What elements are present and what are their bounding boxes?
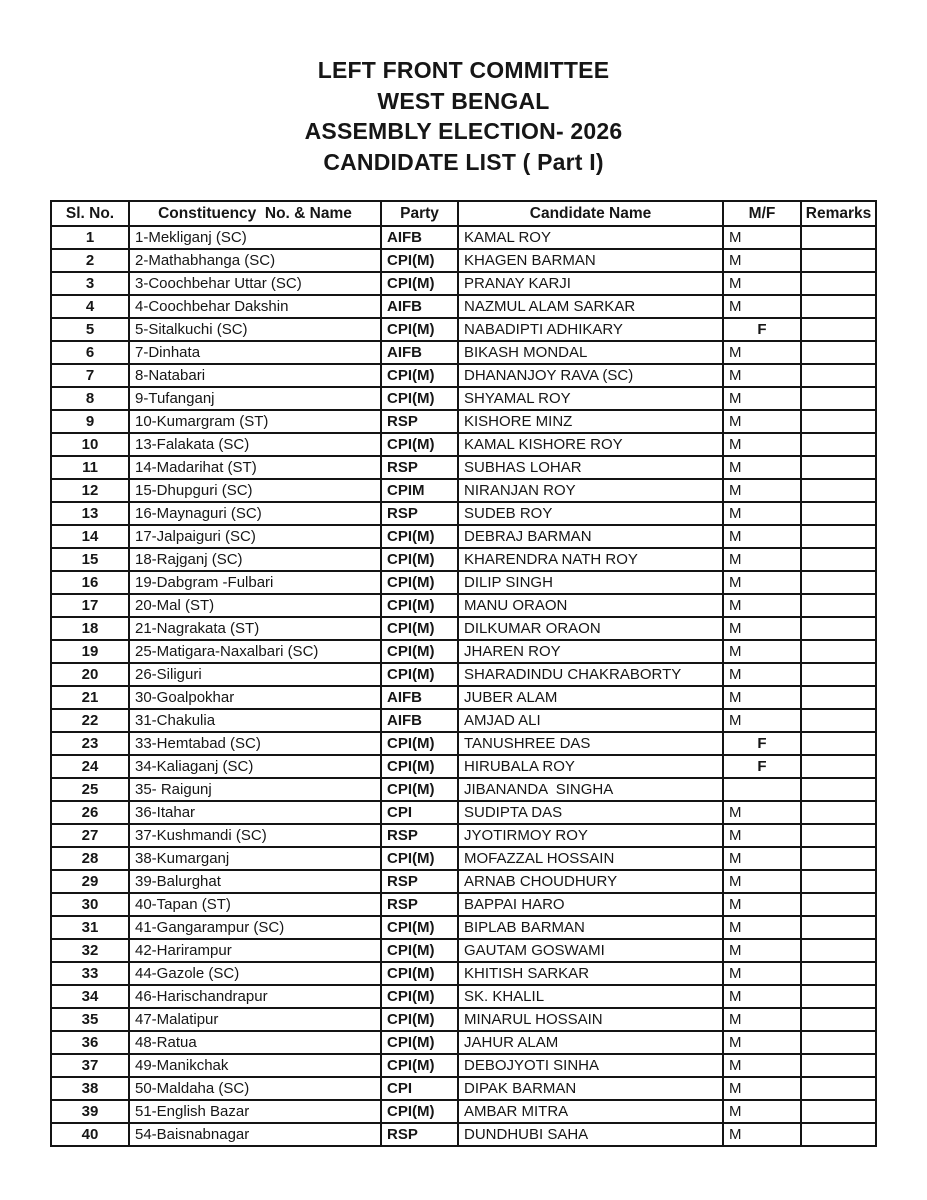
candidate-cell: KISHORE MINZ xyxy=(458,410,723,433)
sl-no-cell: 34 xyxy=(51,985,129,1008)
constituency-cell: 15-Dhupguri (SC) xyxy=(129,479,381,502)
mf-cell: M xyxy=(723,226,801,249)
header-constituency: Constituency No. & Name xyxy=(129,201,381,226)
remarks-cell xyxy=(801,249,876,272)
header-mf: M/F xyxy=(723,201,801,226)
party-cell: CPI(M) xyxy=(381,249,458,272)
table-row xyxy=(51,1100,876,1123)
table-row xyxy=(51,295,876,318)
party-cell: CPI(M) xyxy=(381,617,458,640)
party-cell: RSP xyxy=(381,1123,458,1146)
constituency-cell: 33-Hemtabad (SC) xyxy=(129,732,381,755)
header-candidate: Candidate Name xyxy=(458,201,723,226)
party-cell: CPI(M) xyxy=(381,318,458,341)
sl-no-cell: 24 xyxy=(51,755,129,778)
candidate-cell: KAMAL KISHORE ROY xyxy=(458,433,723,456)
remarks-cell xyxy=(801,824,876,847)
sl-no-cell: 30 xyxy=(51,893,129,916)
candidate-cell: JIBANANDA SINGHA xyxy=(458,778,723,801)
sl-no-cell: 23 xyxy=(51,732,129,755)
header-remarks: Remarks xyxy=(801,201,876,226)
sl-no-cell: 12 xyxy=(51,479,129,502)
mf-cell: M xyxy=(723,1123,801,1146)
candidate-cell: KHITISH SARKAR xyxy=(458,962,723,985)
constituency-cell: 39-Balurghat xyxy=(129,870,381,893)
mf-cell: M xyxy=(723,1077,801,1100)
table-row xyxy=(51,985,876,1008)
constituency-cell: 13-Falakata (SC) xyxy=(129,433,381,456)
sl-no-cell: 9 xyxy=(51,410,129,433)
mf-cell: M xyxy=(723,341,801,364)
candidate-cell: MOFAZZAL HOSSAIN xyxy=(458,847,723,870)
party-cell: AIFB xyxy=(381,709,458,732)
table-row xyxy=(51,640,876,663)
party-cell: CPI(M) xyxy=(381,1100,458,1123)
party-cell: CPI(M) xyxy=(381,1054,458,1077)
mf-cell: M xyxy=(723,249,801,272)
constituency-cell: 48-Ratua xyxy=(129,1031,381,1054)
party-cell: RSP xyxy=(381,502,458,525)
sl-no-cell: 11 xyxy=(51,456,129,479)
mf-cell: M xyxy=(723,502,801,525)
party-cell: AIFB xyxy=(381,226,458,249)
constituency-cell: 19-Dabgram -Fulbari xyxy=(129,571,381,594)
table-row xyxy=(51,870,876,893)
sl-no-cell: 15 xyxy=(51,548,129,571)
table-row xyxy=(51,962,876,985)
party-cell: CPI(M) xyxy=(381,364,458,387)
party-cell: CPI(M) xyxy=(381,732,458,755)
remarks-cell xyxy=(801,341,876,364)
constituency-cell: 3-Coochbehar Uttar (SC) xyxy=(129,272,381,295)
candidate-cell: NIRANJAN ROY xyxy=(458,479,723,502)
mf-cell: M xyxy=(723,594,801,617)
remarks-cell xyxy=(801,387,876,410)
sl-no-cell: 32 xyxy=(51,939,129,962)
party-cell: CPI xyxy=(381,1077,458,1100)
candidate-cell: SUDEB ROY xyxy=(458,502,723,525)
table-row xyxy=(51,755,876,778)
candidate-cell: DHANANJOY RAVA (SC) xyxy=(458,364,723,387)
remarks-cell xyxy=(801,502,876,525)
remarks-cell xyxy=(801,778,876,801)
constituency-cell: 2-Mathabhanga (SC) xyxy=(129,249,381,272)
remarks-cell xyxy=(801,893,876,916)
constituency-cell: 20-Mal (ST) xyxy=(129,594,381,617)
title-line-list: CANDIDATE LIST ( Part I) xyxy=(323,148,604,175)
sl-no-cell: 33 xyxy=(51,962,129,985)
remarks-cell xyxy=(801,847,876,870)
sl-no-cell: 35 xyxy=(51,1008,129,1031)
mf-cell: M xyxy=(723,870,801,893)
table-row xyxy=(51,456,876,479)
candidate-cell: BIPLAB BARMAN xyxy=(458,916,723,939)
mf-cell: M xyxy=(723,1054,801,1077)
mf-cell: M xyxy=(723,548,801,571)
table-row xyxy=(51,1008,876,1031)
table-row xyxy=(51,548,876,571)
table-row xyxy=(51,571,876,594)
remarks-cell xyxy=(801,364,876,387)
sl-no-cell: 36 xyxy=(51,1031,129,1054)
mf-cell: F xyxy=(723,755,801,778)
table-row xyxy=(51,1031,876,1054)
party-cell: RSP xyxy=(381,893,458,916)
party-cell: CPI(M) xyxy=(381,962,458,985)
constituency-cell: 54-Baisnabnagar xyxy=(129,1123,381,1146)
remarks-cell xyxy=(801,709,876,732)
candidate-cell: ARNAB CHOUDHURY xyxy=(458,870,723,893)
remarks-cell xyxy=(801,548,876,571)
sl-no-cell: 10 xyxy=(51,433,129,456)
candidate-cell: MANU ORAON xyxy=(458,594,723,617)
constituency-cell: 7-Dinhata xyxy=(129,341,381,364)
mf-cell: M xyxy=(723,1008,801,1031)
title-line-committee: LEFT FRONT COMMITTEE xyxy=(317,57,610,83)
table-row xyxy=(51,318,876,341)
remarks-cell xyxy=(801,1054,876,1077)
table-row xyxy=(51,226,876,249)
remarks-cell xyxy=(801,318,876,341)
mf-cell: M xyxy=(723,479,801,502)
candidate-cell: HIRUBALA ROY xyxy=(458,755,723,778)
constituency-cell: 50-Maldaha (SC) xyxy=(129,1077,381,1100)
table-row xyxy=(51,709,876,732)
remarks-cell xyxy=(801,226,876,249)
candidate-cell: DEBOJYOTI SINHA xyxy=(458,1054,723,1077)
party-cell: CPIM xyxy=(381,479,458,502)
candidate-cell: AMJAD ALI xyxy=(458,709,723,732)
remarks-cell xyxy=(801,1123,876,1146)
constituency-cell: 35- Raigunj xyxy=(129,778,381,801)
sl-no-cell: 22 xyxy=(51,709,129,732)
candidate-cell: DILKUMAR ORAON xyxy=(458,617,723,640)
party-cell: CPI(M) xyxy=(381,571,458,594)
remarks-cell xyxy=(801,755,876,778)
constituency-cell: 16-Maynaguri (SC) xyxy=(129,502,381,525)
constituency-cell: 1-Mekliganj (SC) xyxy=(129,226,381,249)
party-cell: CPI(M) xyxy=(381,272,458,295)
party-cell: AIFB xyxy=(381,295,458,318)
remarks-cell xyxy=(801,916,876,939)
sl-no-cell: 29 xyxy=(51,870,129,893)
constituency-cell: 8-Natabari xyxy=(129,364,381,387)
party-cell: CPI(M) xyxy=(381,525,458,548)
party-cell: CPI(M) xyxy=(381,663,458,686)
constituency-cell: 10-Kumargram (ST) xyxy=(129,410,381,433)
candidate-cell: JHAREN ROY xyxy=(458,640,723,663)
sl-no-cell: 39 xyxy=(51,1100,129,1123)
remarks-cell xyxy=(801,272,876,295)
remarks-cell xyxy=(801,1008,876,1031)
candidate-cell: DUNDHUBI SAHA xyxy=(458,1123,723,1146)
remarks-cell xyxy=(801,962,876,985)
constituency-cell: 17-Jalpaiguri (SC) xyxy=(129,525,381,548)
remarks-cell xyxy=(801,1100,876,1123)
remarks-cell xyxy=(801,801,876,824)
sl-no-cell: 6 xyxy=(51,341,129,364)
remarks-cell xyxy=(801,594,876,617)
sl-no-cell: 25 xyxy=(51,778,129,801)
candidate-cell: MINARUL HOSSAIN xyxy=(458,1008,723,1031)
candidate-cell: BIKASH MONDAL xyxy=(458,341,723,364)
remarks-cell xyxy=(801,870,876,893)
table-row xyxy=(51,617,876,640)
mf-cell: M xyxy=(723,686,801,709)
constituency-cell: 46-Harischandrapur xyxy=(129,985,381,1008)
table-row xyxy=(51,778,876,801)
sl-no-cell: 31 xyxy=(51,916,129,939)
mf-cell: M xyxy=(723,571,801,594)
mf-cell: M xyxy=(723,893,801,916)
sl-no-cell: 8 xyxy=(51,387,129,410)
table-row xyxy=(51,410,876,433)
mf-cell xyxy=(723,778,801,801)
table-row xyxy=(51,939,876,962)
table-row xyxy=(51,387,876,410)
candidate-cell: PRANAY KARJI xyxy=(458,272,723,295)
table-row xyxy=(51,916,876,939)
candidate-cell: SUBHAS LOHAR xyxy=(458,456,723,479)
constituency-cell: 37-Kushmandi (SC) xyxy=(129,824,381,847)
party-cell: CPI(M) xyxy=(381,1031,458,1054)
sl-no-cell: 18 xyxy=(51,617,129,640)
remarks-cell xyxy=(801,985,876,1008)
sl-no-cell: 13 xyxy=(51,502,129,525)
table-row xyxy=(51,341,876,364)
sl-no-cell: 26 xyxy=(51,801,129,824)
table-row xyxy=(51,801,876,824)
table-row xyxy=(51,893,876,916)
candidate-cell: NAZMUL ALAM SARKAR xyxy=(458,295,723,318)
mf-cell: M xyxy=(723,801,801,824)
mf-cell: M xyxy=(723,456,801,479)
remarks-cell xyxy=(801,640,876,663)
constituency-cell: 21-Nagrakata (ST) xyxy=(129,617,381,640)
remarks-cell xyxy=(801,433,876,456)
table-row xyxy=(51,1054,876,1077)
mf-cell: M xyxy=(723,709,801,732)
title-line-election: ASSEMBLY ELECTION- 2026 xyxy=(304,118,623,144)
table-row xyxy=(51,663,876,686)
constituency-cell: 51-English Bazar xyxy=(129,1100,381,1123)
mf-cell: F xyxy=(723,732,801,755)
candidate-table xyxy=(50,200,877,1147)
constituency-cell: 18-Rajganj (SC) xyxy=(129,548,381,571)
party-cell: RSP xyxy=(381,824,458,847)
party-cell: CPI(M) xyxy=(381,847,458,870)
header-sl-no: Sl. No. xyxy=(51,201,129,226)
mf-cell: M xyxy=(723,916,801,939)
candidate-cell: DIPAK BARMAN xyxy=(458,1077,723,1100)
sl-no-cell: 28 xyxy=(51,847,129,870)
party-cell: CPI(M) xyxy=(381,640,458,663)
party-cell: CPI(M) xyxy=(381,433,458,456)
candidate-cell: KHAGEN BARMAN xyxy=(458,249,723,272)
constituency-cell: 38-Kumarganj xyxy=(129,847,381,870)
table-row xyxy=(51,272,876,295)
party-cell: CPI(M) xyxy=(381,916,458,939)
sl-no-cell: 7 xyxy=(51,364,129,387)
party-cell: AIFB xyxy=(381,686,458,709)
sl-no-cell: 21 xyxy=(51,686,129,709)
remarks-cell xyxy=(801,295,876,318)
remarks-cell xyxy=(801,410,876,433)
mf-cell: M xyxy=(723,617,801,640)
mf-cell: M xyxy=(723,663,801,686)
sl-no-cell: 2 xyxy=(51,249,129,272)
remarks-cell xyxy=(801,1077,876,1100)
mf-cell: M xyxy=(723,1031,801,1054)
sl-no-cell: 27 xyxy=(51,824,129,847)
constituency-cell: 36-Itahar xyxy=(129,801,381,824)
candidate-cell: DEBRAJ BARMAN xyxy=(458,525,723,548)
sl-no-cell: 1 xyxy=(51,226,129,249)
party-cell: CPI(M) xyxy=(381,1008,458,1031)
party-cell: RSP xyxy=(381,870,458,893)
sl-no-cell: 16 xyxy=(51,571,129,594)
candidate-cell: JAHUR ALAM xyxy=(458,1031,723,1054)
remarks-cell xyxy=(801,525,876,548)
table-row xyxy=(51,525,876,548)
mf-cell: M xyxy=(723,272,801,295)
mf-cell: M xyxy=(723,387,801,410)
constituency-cell: 31-Chakulia xyxy=(129,709,381,732)
sl-no-cell: 4 xyxy=(51,295,129,318)
candidate-cell: BAPPAI HARO xyxy=(458,893,723,916)
table-row xyxy=(51,847,876,870)
candidate-cell: SK. KHALIL xyxy=(458,985,723,1008)
sl-no-cell: 3 xyxy=(51,272,129,295)
candidate-cell: JYOTIRMOY ROY xyxy=(458,824,723,847)
constituency-cell: 41-Gangarampur (SC) xyxy=(129,916,381,939)
remarks-cell xyxy=(801,479,876,502)
table-row xyxy=(51,502,876,525)
table-header-row xyxy=(51,201,876,226)
remarks-cell xyxy=(801,686,876,709)
title-line-state: WEST BENGAL xyxy=(377,87,550,114)
constituency-cell: 14-Madarihat (ST) xyxy=(129,456,381,479)
candidate-cell: JUBER ALAM xyxy=(458,686,723,709)
mf-cell: M xyxy=(723,1100,801,1123)
constituency-cell: 30-Goalpokhar xyxy=(129,686,381,709)
mf-cell: M xyxy=(723,525,801,548)
party-cell: AIFB xyxy=(381,341,458,364)
party-cell: CPI(M) xyxy=(381,594,458,617)
mf-cell: M xyxy=(723,962,801,985)
mf-cell: M xyxy=(723,433,801,456)
sl-no-cell: 20 xyxy=(51,663,129,686)
constituency-cell: 4-Coochbehar Dakshin xyxy=(129,295,381,318)
table-row xyxy=(51,1123,876,1146)
sl-no-cell: 37 xyxy=(51,1054,129,1077)
table-row xyxy=(51,732,876,755)
mf-cell: F xyxy=(723,318,801,341)
mf-cell: M xyxy=(723,824,801,847)
party-cell: CPI(M) xyxy=(381,939,458,962)
sl-no-cell: 14 xyxy=(51,525,129,548)
party-cell: CPI(M) xyxy=(381,548,458,571)
candidate-cell: KAMAL ROY xyxy=(458,226,723,249)
sl-no-cell: 40 xyxy=(51,1123,129,1146)
document-title-block xyxy=(0,55,927,177)
remarks-cell xyxy=(801,1031,876,1054)
table-row xyxy=(51,824,876,847)
party-cell: CPI(M) xyxy=(381,755,458,778)
mf-cell: M xyxy=(723,295,801,318)
constituency-cell: 40-Tapan (ST) xyxy=(129,893,381,916)
party-cell: RSP xyxy=(381,410,458,433)
remarks-cell xyxy=(801,663,876,686)
table-row xyxy=(51,433,876,456)
candidate-cell: GAUTAM GOSWAMI xyxy=(458,939,723,962)
table-row xyxy=(51,249,876,272)
constituency-cell: 49-Manikchak xyxy=(129,1054,381,1077)
mf-cell: M xyxy=(723,640,801,663)
remarks-cell xyxy=(801,939,876,962)
remarks-cell xyxy=(801,732,876,755)
table-row xyxy=(51,479,876,502)
candidate-cell: DILIP SINGH xyxy=(458,571,723,594)
table-row xyxy=(51,364,876,387)
constituency-cell: 5-Sitalkuchi (SC) xyxy=(129,318,381,341)
constituency-cell: 34-Kaliaganj (SC) xyxy=(129,755,381,778)
mf-cell: M xyxy=(723,847,801,870)
candidate-cell: AMBAR MITRA xyxy=(458,1100,723,1123)
table-row xyxy=(51,1077,876,1100)
sl-no-cell: 17 xyxy=(51,594,129,617)
table-row xyxy=(51,594,876,617)
party-cell: RSP xyxy=(381,456,458,479)
constituency-cell: 47-Malatipur xyxy=(129,1008,381,1031)
candidate-cell: SHARADINDU CHAKRABORTY xyxy=(458,663,723,686)
remarks-cell xyxy=(801,456,876,479)
constituency-cell: 9-Tufanganj xyxy=(129,387,381,410)
candidate-cell: NABADIPTI ADHIKARY xyxy=(458,318,723,341)
table-row xyxy=(51,686,876,709)
party-cell: CPI(M) xyxy=(381,387,458,410)
mf-cell: M xyxy=(723,364,801,387)
constituency-cell: 25-Matigara-Naxalbari (SC) xyxy=(129,640,381,663)
candidate-cell: SHYAMAL ROY xyxy=(458,387,723,410)
candidate-cell: KHARENDRA NATH ROY xyxy=(458,548,723,571)
constituency-cell: 44-Gazole (SC) xyxy=(129,962,381,985)
constituency-cell: 26-Siliguri xyxy=(129,663,381,686)
remarks-cell xyxy=(801,571,876,594)
sl-no-cell: 38 xyxy=(51,1077,129,1100)
sl-no-cell: 19 xyxy=(51,640,129,663)
candidate-cell: TANUSHREE DAS xyxy=(458,732,723,755)
mf-cell: M xyxy=(723,410,801,433)
sl-no-cell: 5 xyxy=(51,318,129,341)
mf-cell: M xyxy=(723,985,801,1008)
party-cell: CPI(M) xyxy=(381,985,458,1008)
constituency-cell: 42-Harirampur xyxy=(129,939,381,962)
remarks-cell xyxy=(801,617,876,640)
party-cell: CPI(M) xyxy=(381,778,458,801)
header-party: Party xyxy=(381,201,458,226)
candidate-cell: SUDIPTA DAS xyxy=(458,801,723,824)
mf-cell: M xyxy=(723,939,801,962)
party-cell: CPI xyxy=(381,801,458,824)
